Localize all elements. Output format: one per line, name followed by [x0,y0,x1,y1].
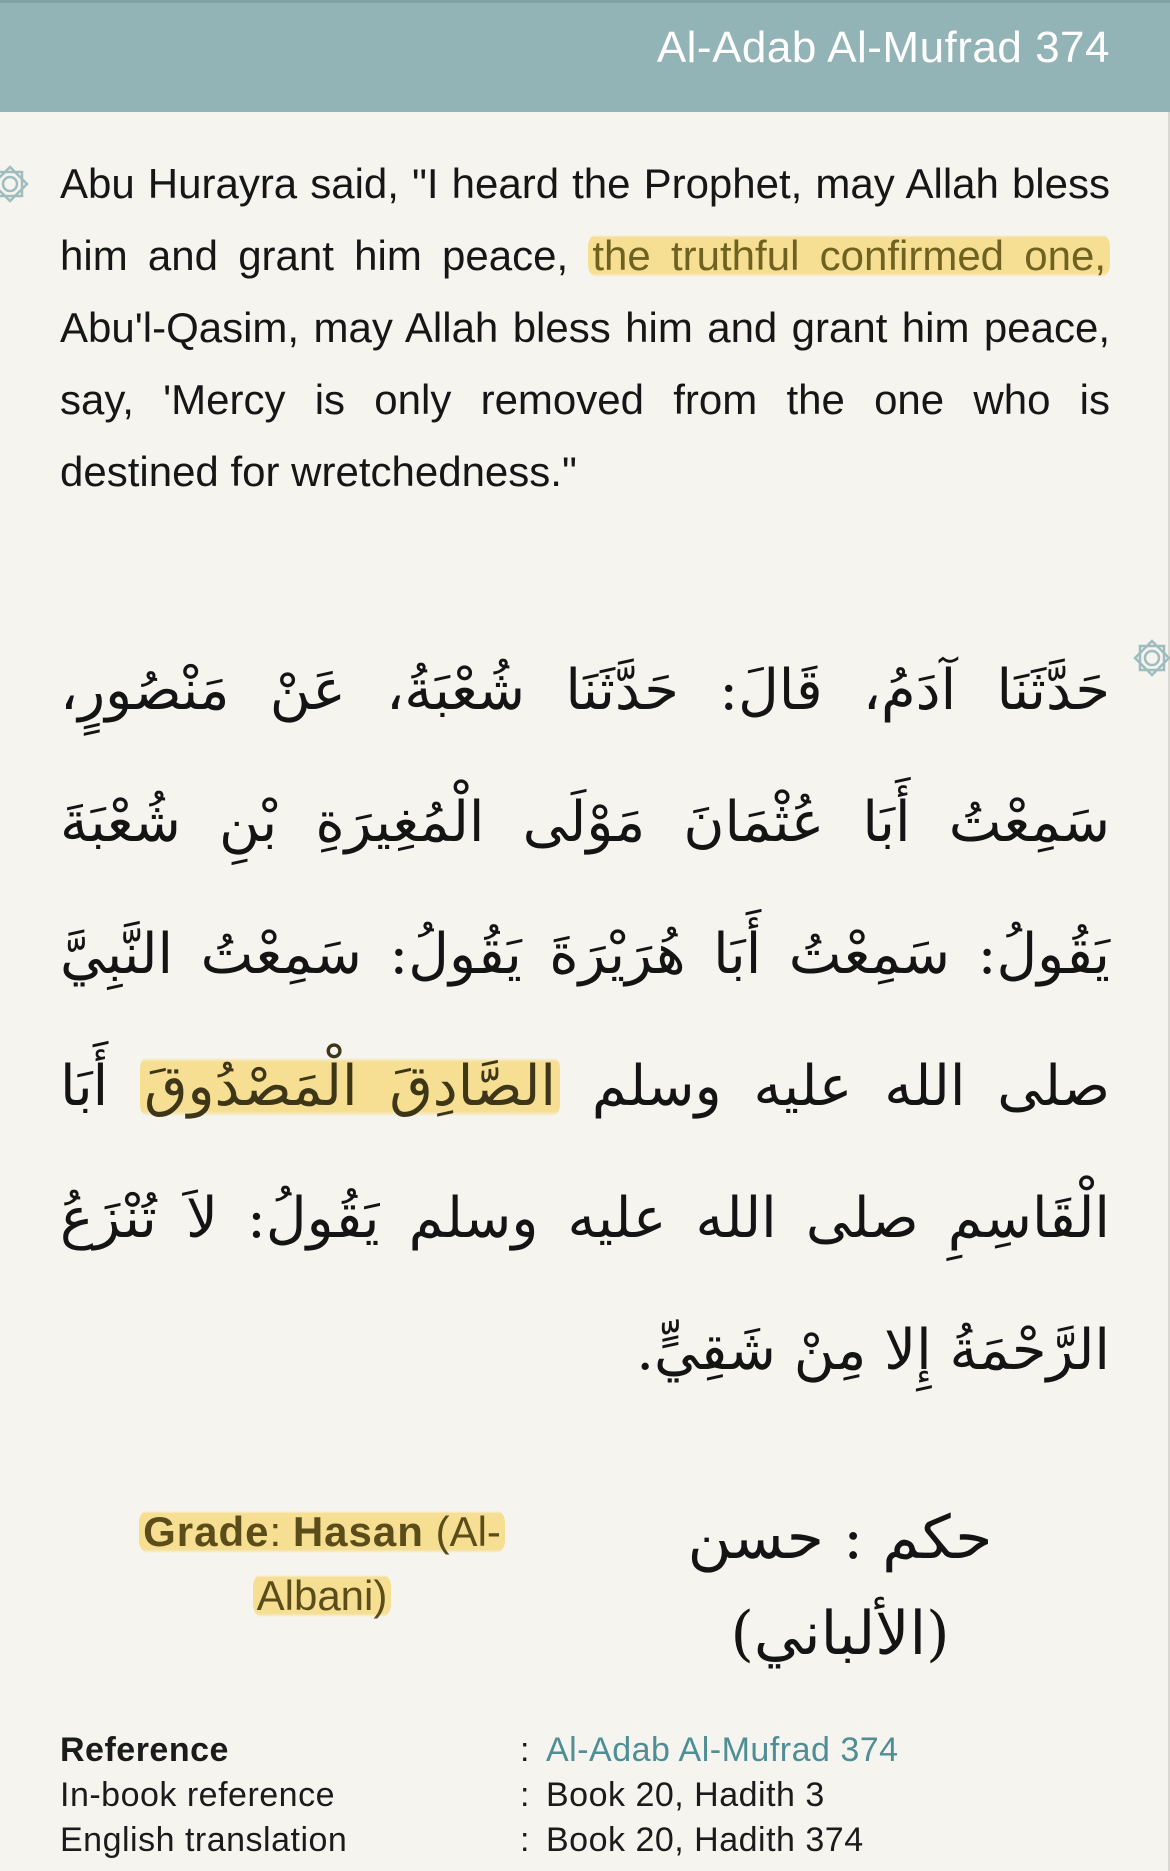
english-text-after: Abu'l-Qasim, may Allah bless him and grant him peace, say, 'Mercy is only removed from the one who is destined for wretchedness." [60,304,1110,495]
english-translation-row [60,1818,1110,1863]
inbook-reference-row [60,1773,1110,1818]
reference-label: Reference [60,1731,229,1769]
arabic-text-after: أَبَا الْقَاسِمِ صلى الله عليه وسلم يَقُولُ: لاَ تُنْزَعُ الرَّحْمَةُ إِلا مِنْ شَقِيٍّ. [60,1054,1110,1383]
inbook-reference-label: In-book reference [60,1776,335,1814]
inbook-reference-value: Book 20, Hadith 3 [546,1776,825,1814]
page-title: Al-Adab Al-Mufrad 374 [656,23,1110,72]
grade-highlight[interactable] [139,1508,505,1555]
inbook-reference-separator: : [520,1776,530,1814]
english-hadith-text[interactable] [60,148,1110,508]
reference-table [60,1728,1110,1863]
star-ornament-icon [1128,634,1170,682]
grade-value: Hasan [292,1508,424,1555]
arabic-hadith-text[interactable] [60,625,1110,1417]
grade-source-part1: (Al- [435,1508,501,1555]
english-translation-label: English translation [60,1821,348,1859]
grade-english [82,1500,562,1628]
arabic-highlight[interactable]: الصَّادِقَ الْمَصْدُوقَ [140,1054,560,1119]
star-ornament-icon [0,160,34,208]
grade-source-part2: Albani) [256,1572,388,1619]
grade-source-highlight[interactable] [253,1572,392,1619]
english-translation-separator: : [520,1821,530,1859]
top-bar [0,0,1170,112]
arabic-text-before: حَدَّثَنَا آدَمُ، قَالَ: حَدَّثَنَا شُعْبَةُ، عَنْ مَنْصُورٍ، سَمِعْتُ أَبَا عُثْمَانَ مَوْلَى الْمُغِيرَةِ بْنِ شُعْبَةَ يَقُولُ: سَمِعْتُ أَبَا هُرَيْرَةَ يَقُولُ: سَمِعْتُ النَّبِيَّ صلى الله عليه وسلم [60,658,1110,1119]
reference-row [60,1728,1110,1773]
grade-label: Grade [143,1508,270,1555]
reference-link[interactable]: Al-Adab Al-Mufrad 374 [546,1731,899,1769]
english-text-before: Abu Hurayra said, "I heard the Prophet, may Allah bless him and grant him peace, [60,160,1110,279]
english-translation-value: Book 20, Hadith 374 [546,1821,864,1859]
grade-separator: : [269,1508,282,1555]
reference-separator: : [520,1731,530,1769]
grade-arabic: حكم : حسن (الألباني) [687,1503,993,1669]
english-highlight[interactable]: the truthful confirmed one, [588,232,1110,279]
